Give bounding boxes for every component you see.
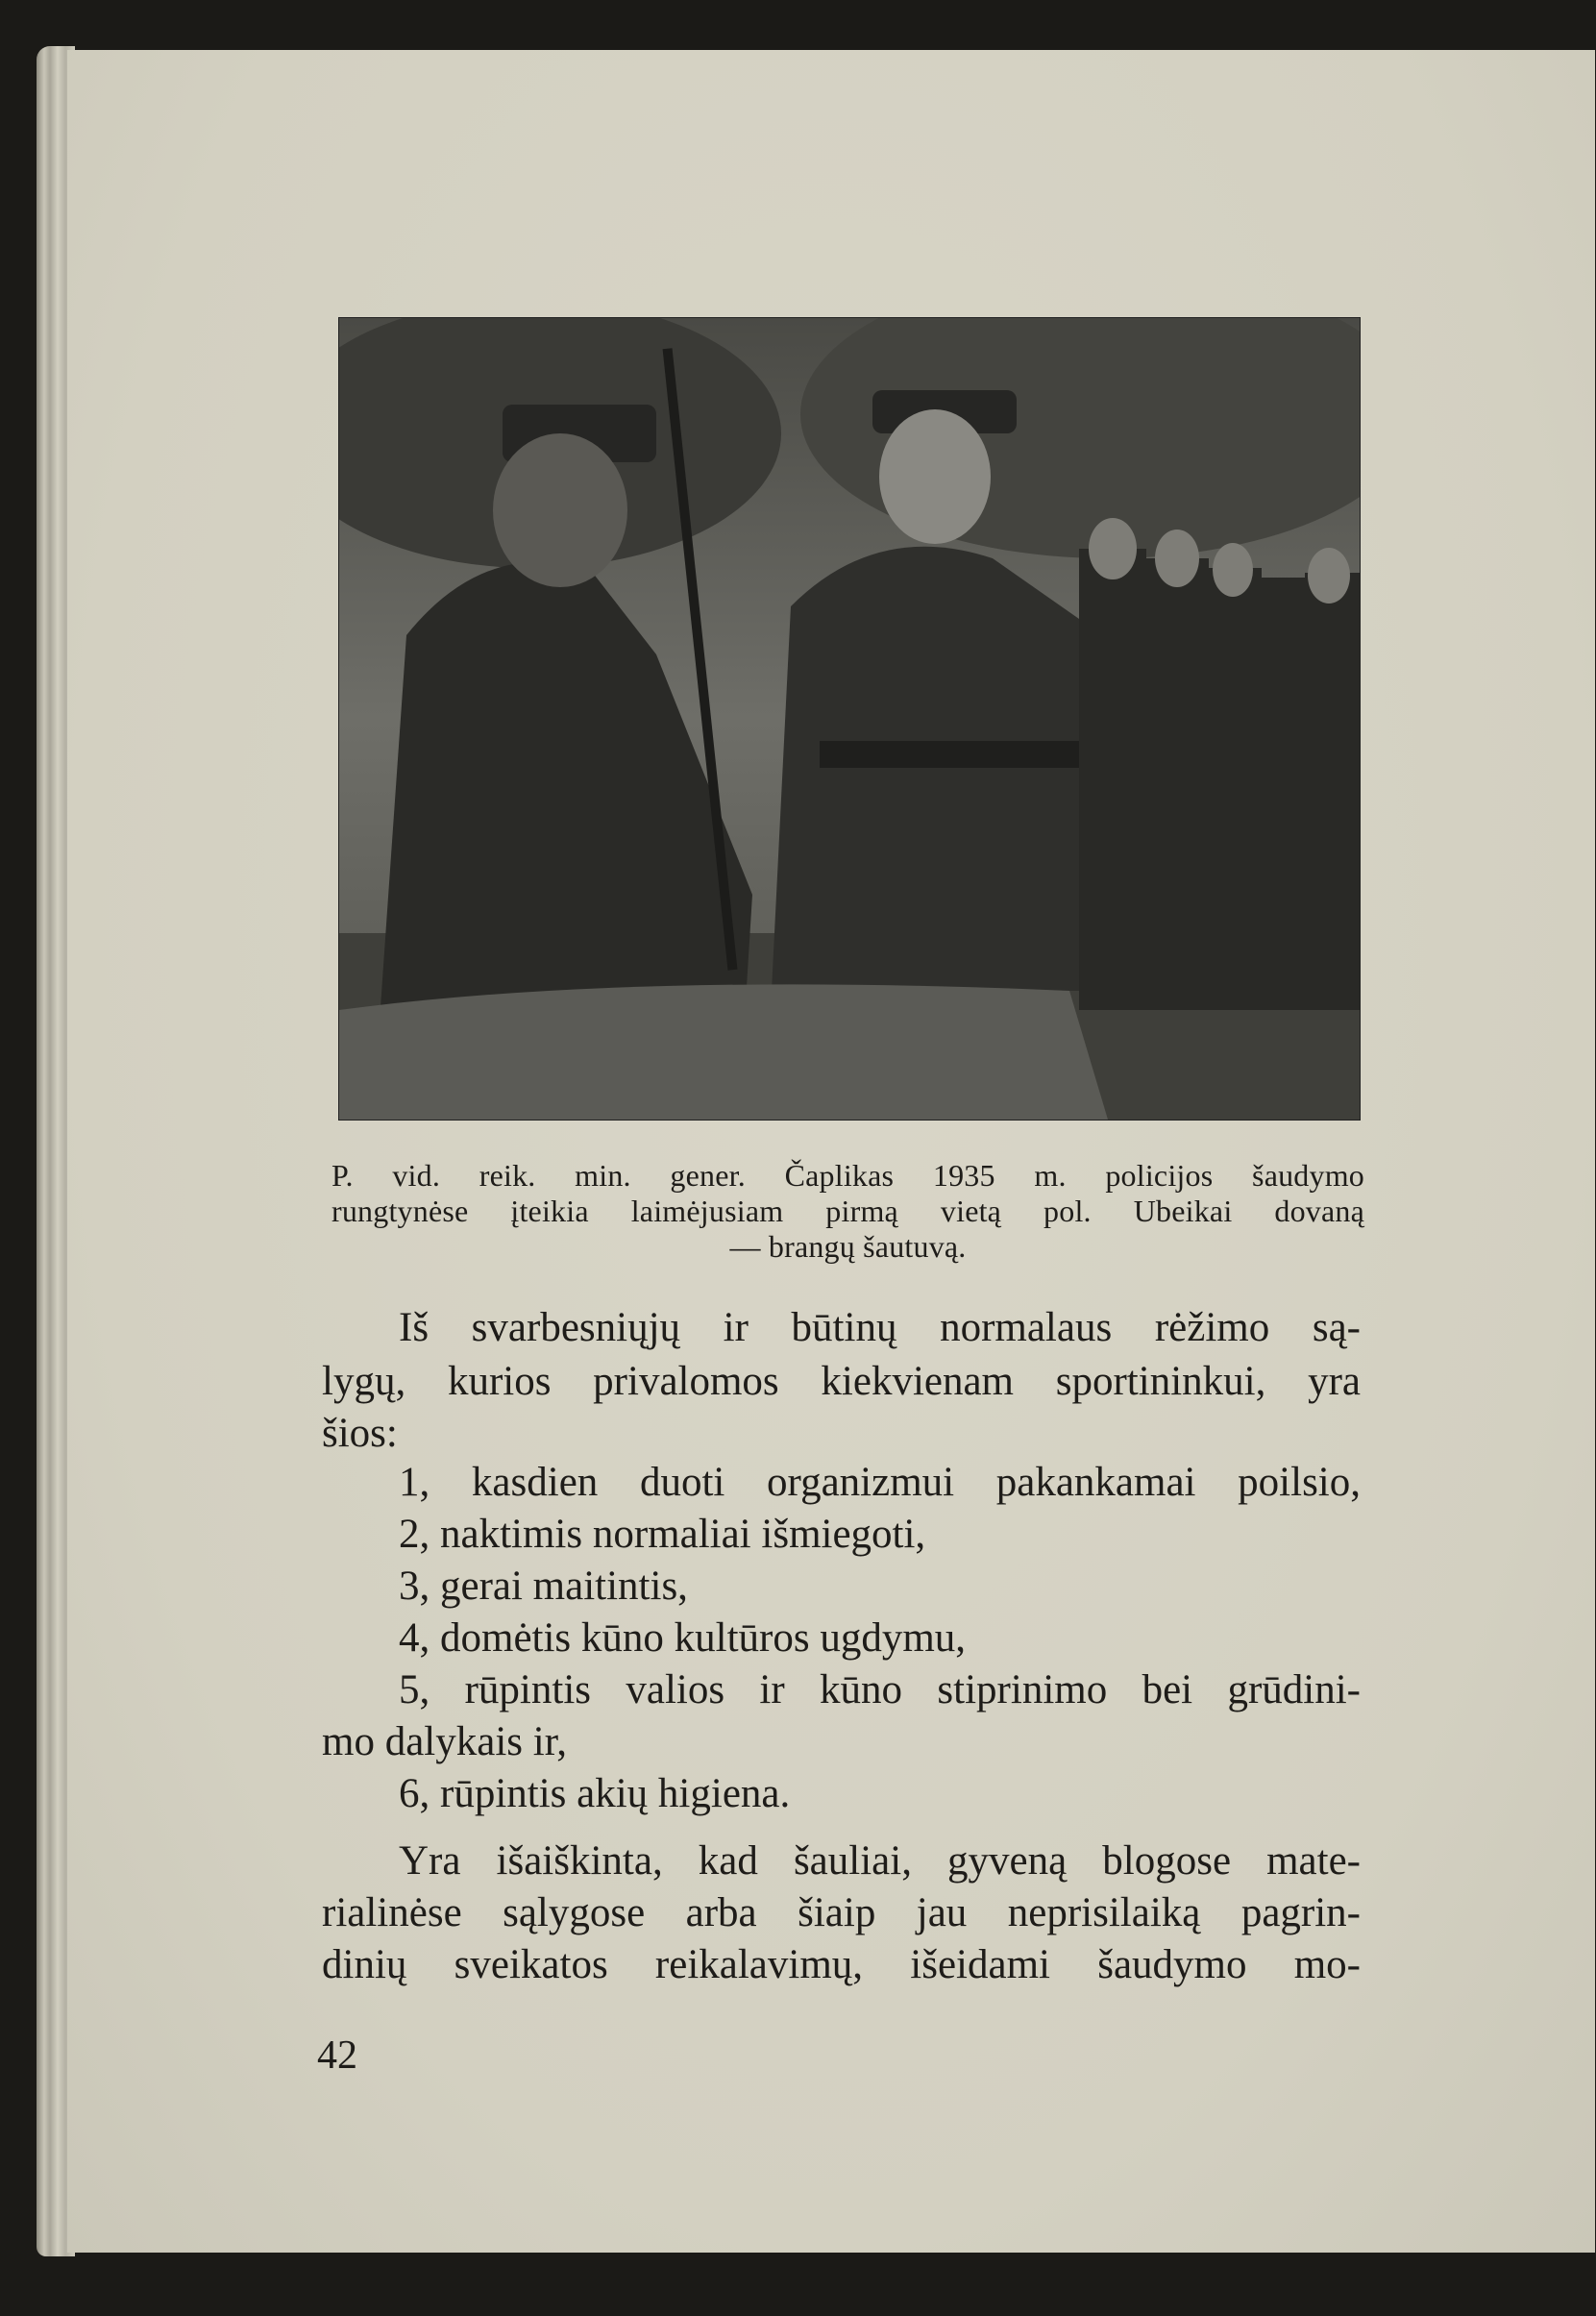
paragraph-2-line-2: rialinėse sąlygose arba šiaip jau neprisilaiką pagrin- [322, 1890, 1361, 1935]
photo-caption-line-1: P. vid. reik. min. gener. Čaplikas 1935 m. policijos šaudymo [331, 1158, 1364, 1193]
paragraph-2-line-1: Yra išaiškinta, kad šauliai, gyveną blogose mate- [399, 1838, 1361, 1884]
list-item-5-continued: mo dalykais ir, [322, 1719, 568, 1764]
photo-caption-line-2: rungtynėse įteikia laimėjusiam pirmą vietą pol. Ubeikai dovaną [331, 1194, 1364, 1228]
list-item-6: 6, rūpintis akių higiena. [399, 1771, 791, 1816]
list-item-3: 3, gerai maitintis, [399, 1564, 688, 1609]
list-item-1: 1, kasdien duoti organizmui pakankamai poilsio, [399, 1460, 1361, 1505]
photo-illustration [339, 318, 1360, 1120]
list-item-2: 2, naktimis normaliai išmiegoti, [399, 1512, 926, 1557]
photograph [338, 317, 1361, 1121]
list-item-5: 5, rūpintis valios ir kūno stiprinimo bei grūdini- [399, 1667, 1361, 1712]
photo-caption-line-3: — brangų šautuvą. [729, 1229, 967, 1264]
paragraph-2-line-3: dinių sveikatos reikalavimų, išeidami šaudymo mo- [322, 1942, 1361, 1987]
paragraph-1-line-1: Iš svarbesniųjų ir būtinų normalaus rėžimo są- [399, 1305, 1361, 1350]
paragraph-1-line-2: lygų, kurios privalomos kiekvienam sportininkui, yra [322, 1359, 1361, 1404]
list-item-4: 4, domėtis kūno kultūros ugdymu, [399, 1615, 967, 1661]
page-number: 42 [317, 2033, 357, 2078]
paragraph-1-line-3: šios: [322, 1411, 398, 1456]
